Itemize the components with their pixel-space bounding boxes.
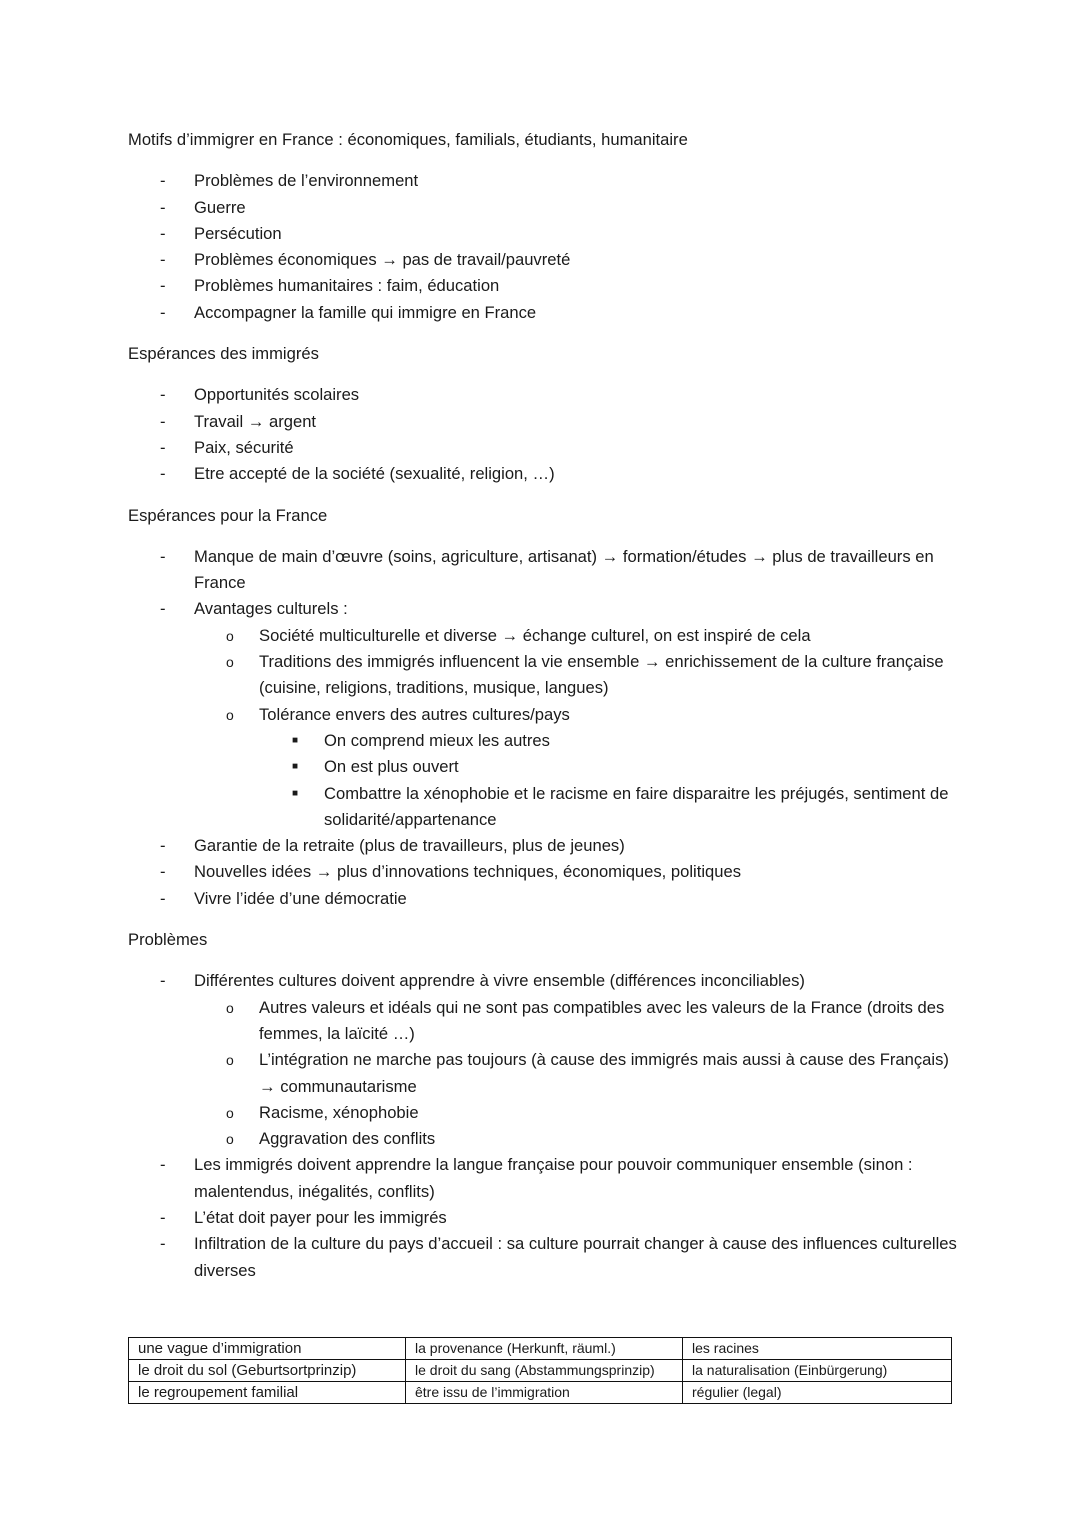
list-item-level-1: [128, 382, 958, 408]
list-item-text: On est plus ouvert: [324, 757, 459, 777]
dash-bullet-icon: -: [160, 385, 166, 405]
list-item-level-1: [128, 968, 958, 994]
list-item-level-1: [128, 544, 958, 597]
list-item-level-3: [128, 754, 958, 780]
list-item-level-1: [128, 461, 958, 487]
list-item-level-1: [128, 833, 958, 859]
list-item-level-2: [128, 649, 958, 702]
section-heading: Motifs d’immigrer en France : économiques, familials, étudiants, humanitaire: [128, 130, 688, 149]
list-item-level-1: [128, 596, 958, 622]
square-bullet-icon: ■: [292, 734, 299, 746]
circle-bullet-icon: o: [226, 627, 234, 644]
dash-bullet-icon: -: [160, 836, 166, 856]
table-cell: le droit du sol (Geburtsortprinzip): [129, 1360, 406, 1382]
list-item-text: L’état doit payer pour les immigrés: [194, 1207, 447, 1227]
square-bullet-icon: ■: [292, 761, 299, 773]
list-item-text: Accompagner la famille qui immigre en France: [194, 302, 537, 322]
list-item-level-2: [128, 702, 958, 728]
list-item-text: Persécution: [194, 223, 282, 243]
circle-bullet-icon: o: [226, 1104, 234, 1121]
list-item-text: Paix, sécurité: [194, 437, 294, 457]
list-item-level-1: [128, 1205, 958, 1231]
list-item-text: Problèmes économiques → pas de travail/pauvreté: [194, 250, 571, 270]
dash-bullet-icon: -: [160, 223, 166, 243]
list-item-text: Traditions des immigrés influencent la vie ensemble → enrichissement de la culture française (cuisine, religions, traditions, musique, langues): [259, 652, 944, 698]
dash-bullet-icon: -: [160, 1234, 166, 1254]
list-item-level-1: [128, 247, 958, 273]
list-item-level-1: [128, 300, 958, 326]
circle-bullet-icon: o: [226, 999, 234, 1016]
list-item-level-3: [128, 728, 958, 754]
list-item-text: Société multiculturelle et diverse → échange culturel, on est inspiré de cela: [259, 625, 811, 645]
table-cell: le droit du sang (Abstammungsprinzip): [406, 1360, 683, 1382]
table-row: [129, 1382, 952, 1404]
list-item-level-1: [128, 168, 958, 194]
list-item-text: Infiltration de la culture du pays d’accueil : sa culture pourrait changer à cause des influences culturelles diverses: [194, 1234, 957, 1280]
dash-bullet-icon: -: [160, 437, 166, 457]
dash-bullet-icon: -: [160, 250, 166, 270]
list-item-level-3: [128, 781, 958, 834]
list-item-text: Tolérance envers des autres cultures/pays: [259, 704, 570, 724]
list-item-level-1: [128, 859, 958, 885]
list-item-level-1: [128, 273, 958, 299]
list-item-text: Manque de main d’œuvre (soins, agriculture, artisanat) → formation/études → plus de travailleurs en France: [194, 546, 934, 593]
dash-bullet-icon: -: [160, 1155, 166, 1175]
list-item-text: Racisme, xénophobie: [259, 1102, 419, 1122]
vocabulary-table: [128, 1337, 952, 1404]
dash-bullet-icon: -: [160, 197, 166, 217]
section-heading: Problèmes: [128, 930, 208, 950]
dash-bullet-icon: -: [160, 276, 166, 296]
list-item-text: L’intégration ne marche pas toujours (à cause des immigrés mais aussi à cause des Français) → communautarisme: [259, 1050, 949, 1096]
list-item-text: Garantie de la retraite (plus de travailleurs, plus de jeunes): [194, 836, 625, 856]
list-item-level-1: [128, 195, 958, 221]
dash-bullet-icon: -: [160, 171, 166, 191]
list-item-level-1: [128, 409, 958, 435]
dash-bullet-icon: -: [160, 302, 166, 322]
dash-bullet-icon: -: [160, 411, 166, 431]
list-item-level-1: [128, 221, 958, 247]
section-heading: Espérances des immigrés: [128, 344, 319, 364]
circle-bullet-icon: o: [226, 654, 234, 671]
list-item-text: Etre accepté de la société (sexualité, religion, …): [194, 464, 555, 484]
list-item-level-2: [128, 1047, 958, 1100]
dash-bullet-icon: -: [160, 464, 166, 484]
list-item-text: Vivre l’idée d’une démocratie: [194, 888, 407, 908]
list-item-text: Guerre: [194, 197, 246, 217]
list-item-text: Différentes cultures doivent apprendre à vivre ensemble (différences inconciliables): [194, 971, 805, 991]
list-item-level-1: [128, 1152, 958, 1205]
list-item-text: Combattre la xénophobie et le racisme en faire disparaitre les préjugés, sentiment de solidarité/appartenance: [324, 783, 949, 829]
list-item-text: Travail → argent: [194, 411, 317, 431]
table-cell: une vague d’immigration: [129, 1338, 406, 1360]
list-item-level-2: [128, 1100, 958, 1126]
list-item-level-2: [128, 1126, 958, 1152]
table-row: [129, 1360, 952, 1382]
document-body: [128, 127, 958, 1284]
square-bullet-icon: ■: [292, 787, 299, 799]
list-item-text: Problèmes humanitaires : faim, éducation: [194, 276, 500, 296]
list-item-level-1: [128, 886, 958, 912]
circle-bullet-icon: o: [226, 706, 234, 723]
table-cell: le regroupement familial: [129, 1382, 406, 1404]
dash-bullet-icon: -: [160, 971, 166, 991]
table-cell: la naturalisation (Einbürgerung): [683, 1360, 952, 1382]
list-item-text: Aggravation des conflits: [259, 1129, 436, 1149]
dash-bullet-icon: -: [160, 599, 166, 619]
section-heading: Espérances pour la France: [128, 505, 328, 525]
table-row: [129, 1338, 952, 1360]
circle-bullet-icon: o: [226, 1131, 234, 1148]
dash-bullet-icon: -: [160, 888, 166, 908]
table-cell: la provenance (Herkunft, räuml.): [406, 1338, 683, 1360]
list-item-text: On comprend mieux les autres: [324, 730, 550, 750]
table-cell: être issu de l’immigration: [406, 1382, 683, 1404]
list-item-text: Les immigrés doivent apprendre la langue française pour pouvoir communiquer ensemble (sinon : malentendus, inégalités, conflits): [194, 1155, 913, 1201]
list-item-level-1: [128, 435, 958, 461]
table-cell: régulier (legal): [683, 1382, 952, 1404]
list-item-text: Avantages culturels :: [194, 599, 348, 619]
dash-bullet-icon: -: [160, 1207, 166, 1227]
list-item-text: Autres valeurs et idéals qui ne sont pas compatibles avec les valeurs de la France (droits des femmes, la laïcité …): [259, 997, 945, 1043]
list-item-text: Opportunités scolaires: [194, 385, 360, 405]
circle-bullet-icon: o: [226, 1052, 234, 1069]
table-cell: les racines: [683, 1338, 952, 1360]
list-item-level-2: [128, 995, 958, 1048]
list-item-text: Nouvelles idées → plus d’innovations techniques, économiques, politiques: [194, 862, 742, 882]
list-item-text: Problèmes de l’environnement: [194, 171, 419, 191]
list-item-level-1: [128, 1231, 958, 1284]
list-item-level-2: [128, 623, 958, 649]
dash-bullet-icon: -: [160, 862, 166, 882]
dash-bullet-icon: -: [160, 546, 166, 566]
